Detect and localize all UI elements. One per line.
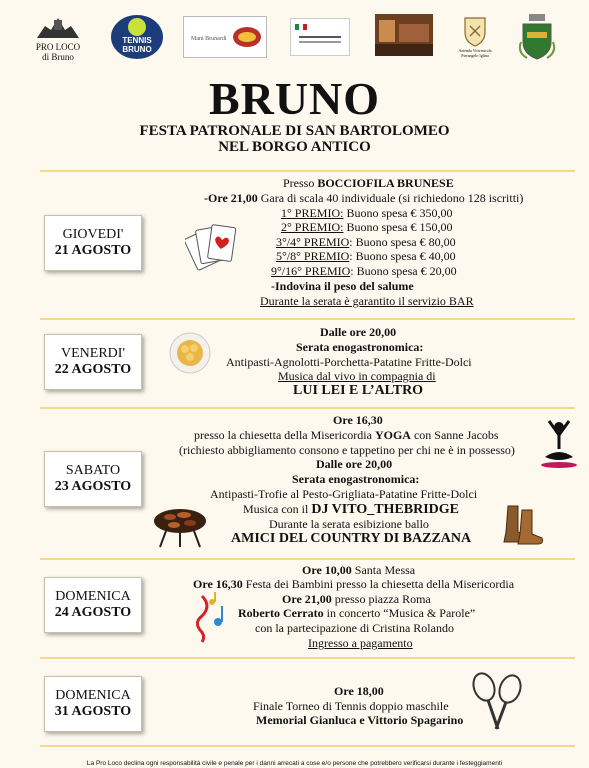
winery-label: Azienda Vitivinicola Pierangelo Iglina: [458, 48, 492, 58]
day-name: DOMENICA: [55, 688, 131, 703]
subtitle-line-1: FESTA PATRONALE DI SAN BARTOLOMEO: [139, 123, 450, 139]
divider: [40, 558, 575, 560]
page-title: BRUNO: [208, 73, 381, 124]
tennis-logo: [108, 8, 166, 66]
day-box-sunday-31: [44, 676, 142, 732]
sat-line-1: Ore 16,30: [333, 413, 383, 427]
thu-prize-3: 3°/4° PREMIO: Buono spesa € 80,00: [276, 235, 456, 249]
tennis-label: TENNIS BRUNO: [122, 36, 152, 54]
day-name: VENERDI': [61, 346, 125, 361]
pasta-plate-icon: [168, 331, 212, 375]
sun24-line-3: Ore 21,00 presso piazza Roma: [282, 592, 431, 606]
footer-disclaimer: La Pro Loco declina ogni responsabilità civile e penale per i danni arrecati a cose e/o persone che potrebbero verificarsi durante i festeggiamenti: [86, 760, 503, 767]
thu-prize-4: 5°/8° PREMIO: Buono spesa € 40,00: [276, 249, 456, 263]
thu-line-8: -Indovina il peso del salume: [271, 279, 414, 293]
thu-prize-2: 2° PREMIO: Buono spesa € 150,00: [281, 220, 453, 234]
sat-line-8: Durante la serata esibizione ballo: [269, 517, 429, 531]
day-name: DOMENICA: [55, 589, 131, 604]
day-date: 23 AGOSTO: [54, 479, 132, 494]
day-date: 22 AGOSTO: [54, 362, 132, 377]
winery-logo: [455, 8, 495, 66]
day-box-saturday: [44, 451, 142, 507]
day-box-sunday-24: [44, 577, 142, 633]
sat-line-7: Musica con il DJ VITO_THEBRIDGE: [243, 502, 460, 517]
divider: [40, 318, 575, 320]
shield-icon: [462, 16, 488, 48]
sun24-line-5: con la partecipazione di Cristina Rolando: [255, 621, 454, 635]
fri-line-2: Serata enogastronomica:: [296, 340, 424, 354]
divider: [40, 745, 575, 747]
town-crest: [514, 8, 560, 66]
sat-line-6: Antipasti-Trofie al Pesto-Grigliata-Patatine Fritte-Dolci: [210, 487, 478, 501]
thu-line-2: -Ore 21,00 Gara di scala 40 individuale (si richiedono 128 iscritti): [204, 191, 524, 205]
sat-line-5: Serata enogastronomica:: [292, 472, 420, 486]
day-name: SABATO: [65, 463, 121, 478]
thu-line-9: Durante la serata è garantito il servizio BAR: [260, 294, 474, 308]
proloco-logo: [30, 8, 86, 66]
sun24-line-1: Ore 10,00 Santa Messa: [302, 563, 416, 577]
day-date: 21 AGOSTO: [54, 243, 132, 258]
tennis-rackets-icon: [468, 671, 526, 733]
day-date: 31 AGOSTO: [54, 704, 132, 719]
playing-cards-icon: [185, 222, 243, 274]
music-notes-icon: [188, 592, 228, 644]
sat-line-9: AMICI DEL COUNTRY DI BAZZANA: [231, 531, 472, 546]
fri-line-4: Musica dal vivo in compagnia di: [278, 369, 436, 383]
day-name: GIOVEDI': [62, 227, 124, 242]
sun24-line-6: Ingresso a pagamento: [308, 636, 413, 650]
proloco-label: PRO LOCO di Bruno: [35, 42, 81, 62]
divider: [40, 657, 575, 659]
sun31-line-3: Memorial Gianluca e Vittorio Spagarino: [256, 713, 464, 727]
cowboy-boots-icon: [498, 502, 546, 550]
sun31-line-2: Finale Torneo di Tennis doppio maschile: [253, 699, 449, 713]
fri-line-1: Dalle ore 20,00: [320, 325, 397, 339]
divider: [40, 170, 575, 172]
day-box-thursday: [44, 215, 142, 271]
sun24-line-4: Roberto Cerrato in concerto “Musica & Parole”: [238, 606, 476, 620]
day-box-friday: [44, 334, 142, 390]
flag-icon: [293, 22, 347, 52]
sponsor-photo: [375, 14, 433, 56]
svg-text:Mani Brunardi: Mani Brunardi: [191, 36, 227, 42]
fri-line-5: LUI LEI E L’ALTRO: [293, 383, 424, 398]
sponsor-logo-2: [290, 18, 350, 56]
castle-icon: [35, 12, 81, 42]
sat-line-3: (richiesto abbigliamento consono e tappetino per chi ne è in possesso): [179, 443, 515, 457]
sponsor-emblem-icon: [187, 22, 263, 52]
thu-line-1: Presso BOCCIOFILA BRUNESE: [283, 176, 454, 190]
subtitle-line-2: NEL BORGO ANTICO: [218, 139, 371, 155]
sponsor-logo-1: [183, 16, 267, 58]
sat-line-4: Dalle ore 20,00: [316, 457, 393, 471]
sat-line-2: presso la chiesetta della Misericordia YOGA con Sanne Jacobs: [194, 428, 499, 442]
yoga-pose-icon: [539, 417, 579, 469]
tennis-ball-icon: [128, 18, 146, 36]
sun24-line-2: Ore 16,30 Festa dei Bambini presso la chiesetta della Misericordia: [193, 577, 515, 591]
day-date: 24 AGOSTO: [54, 605, 132, 620]
thu-prize-5: 9°/16° PREMIO: Buono spesa € 20,00: [271, 264, 457, 278]
thu-prize-1: 1° PREMIO: Buono spesa € 350,00: [281, 206, 453, 220]
fri-line-3: Antipasti-Agnolotti-Porchetta-Patatine Fritte-Dolci: [226, 355, 472, 369]
restaurant-interior-icon: [375, 14, 433, 56]
divider: [40, 407, 575, 409]
crest-icon: [517, 12, 557, 62]
grill-icon: [152, 499, 208, 549]
sun31-line-1: Ore 18,00: [334, 684, 384, 698]
